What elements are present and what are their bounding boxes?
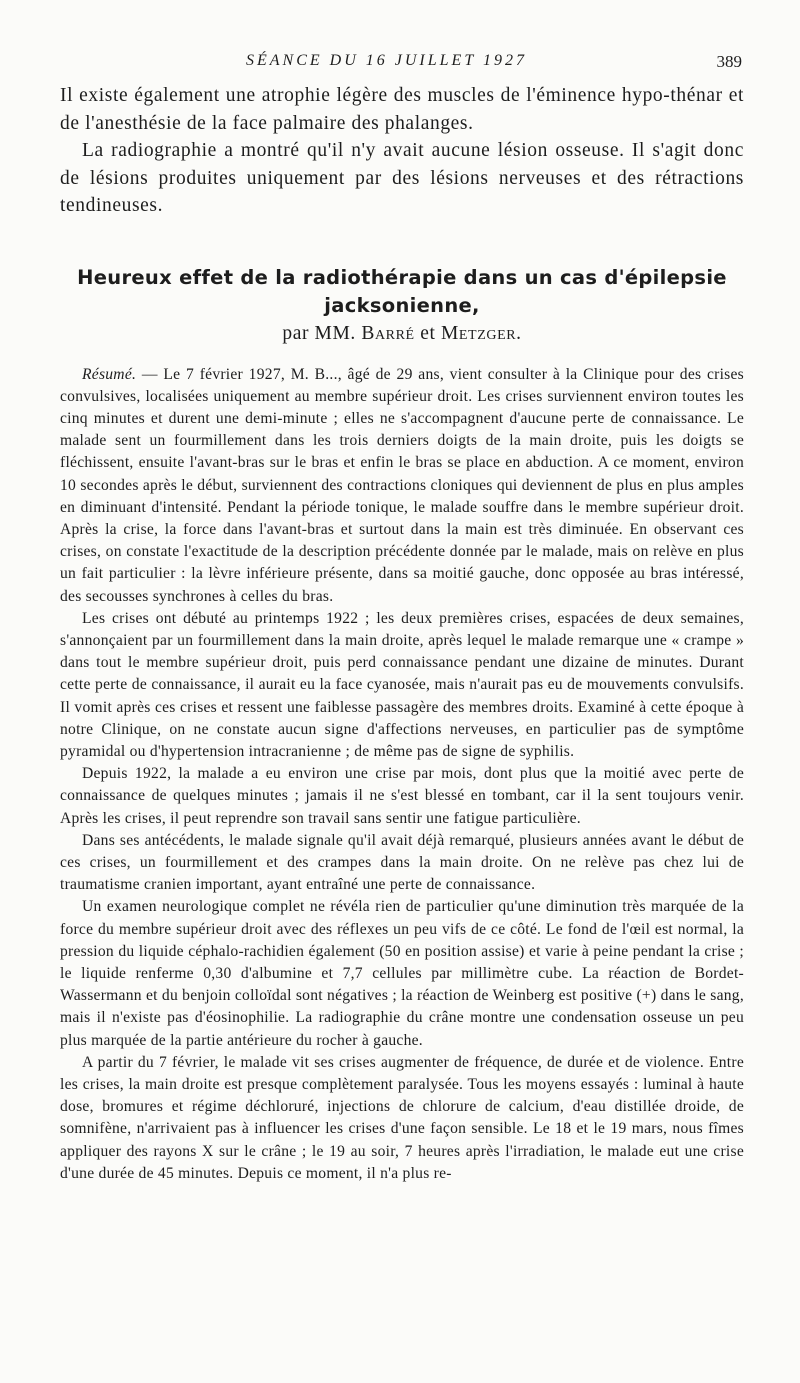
author-1: Barré bbox=[361, 322, 415, 344]
abstract-label: Résumé. bbox=[82, 365, 137, 383]
abstract-paragraph-5: Un examen neurologique complet ne révéla rien de particulier qu'une diminution très marquée de la force du membre supérieur droit avec des réflexes un peu vifs de ce côté. Le fond de l'œil est normal, la pression du liquide céphalo-rachidien également (50 en position assise) et varie à peine pendant la crise ; le liquide renferme 0,30 d'albumine et 7,7 cellules par millimètre cube. La réaction de Bordet-Wassermann et du benjoin colloïdal sont négatives ; la réaction de Weinberg est positive (+) dans le sang, mais il n'existe pas d'éosinophilie. La radiographie du crâne montre une condensation osseuse un peu plus marquée de la partie antérieure du rocher à gauche. bbox=[60, 898, 744, 1049]
abstract-paragraph-1 bbox=[60, 364, 744, 608]
abstract-paragraph-3: Depuis 1922, la malade a eu environ une crise par mois, dont plus que la moitié avec perte de connaissance de quelques minutes ; jamais il ne s'est blessé en tombant, car il la sent toujours venir. Après les crises, il peut reprendre son travail sans sentir une fatigue particulière. bbox=[60, 765, 744, 827]
intro-paragraph-1: Il existe également une atrophie légère des muscles de l'éminence hypo-thénar et de l'anesthésie de la face palmaire des phalanges. bbox=[60, 85, 744, 134]
intro-paragraph-2: La radiographie a montré qu'il n'y avait aucune lésion osseuse. Il s'agit donc de lésions produites uniquement par des lésions nerveuses et des rétractions tendineuses. bbox=[60, 140, 744, 216]
article-title: Heureux effet de la radiothérapie dans un cas d'épilepsie jacksonienne, bbox=[77, 265, 727, 317]
abstract-paragraph-4: Dans ses antécédents, le malade signale qu'il avait déjà remarqué, plusieurs années avant le début de ces crises, un fourmillement et des crampes dans la main droite. On ne relève pas chez lui de traumatisme cranien important, ayant entraîné une perte de connaissance. bbox=[60, 831, 744, 894]
authors-prefix: par MM. bbox=[282, 322, 356, 344]
authors-conjunction: et bbox=[420, 322, 436, 344]
abstract-paragraph-2: Les crises ont débuté au printemps 1922 ; les deux premières crises, espacées de deux semaines, s'annonçaient par un fourmillement dans la main droite, après lequel le malade remarque une « crampe » dans tout le membre supérieur droit, puis perd connaissance pendant une dizaine de minutes. Durant cette perte de connaissance, il aurait eu la face cyanosée, mais n'aurait pas eu de mouvements convulsifs. Il vomit après ces crises et ressent une faiblesse passagère des membres droits. Examiné à cette époque à notre Clinique, on ne constate aucun signe d'affections nerveuses, en particulier pas de symptôme pyramidal ou d'hypertension intracranienne ; de même pas de signe de syphilis. bbox=[60, 609, 744, 760]
intro-text bbox=[60, 82, 744, 220]
article-authors bbox=[60, 320, 744, 348]
page-number: 389 bbox=[716, 52, 742, 71]
abstract-paragraph-6: A partir du 7 février, le malade vit ses crises augmenter de fréquence, de durée et de violence. Entre les crises, la main droite est presque complètement paralysée. Tous les moyens essayés : luminal à haute dose, bromures et régime déchloruré, injections de chlorure de calcium, d'eau distillée droide, de somnifène, n'arrivaient pas à influencer les crises d'une façon sensible. Le 18 et le 19 mars, nous fîmes appliquer des rayons X sur le crâne ; le 19 au soir, 7 heures après l'irradiation, le malade eut une crise d'une durée de 45 minutes. Depuis ce moment, il n'a plus re- bbox=[60, 1053, 744, 1182]
abstract-paragraph-1-text: — Le 7 février 1927, M. B..., âgé de 29 ans, vient consulter à la Clinique pour des crises convulsives, localisées uniquement au membre supérieur droit. Les crises surviennent environ toutes les cinq minutes et durent une demi-minute ; elles ne s'accompagnent d'aucune perte de connaissance. Le malade sent un fourmillement dans les trois derniers doigts de la main droite, puis les doigts se fléchissent, ensuite l'avant-bras sur le bras et enfin le bras se place en abduction. A ce moment, environ 10 secondes après le début, surviennent des contractions cloniques qui deviennent de plus en plus amples en diminuant d'intensité. Pendant la période tonique, le malade souffre dans le membre supérieur droit. Après la crise, la force dans l'avant-bras et surtout dans la main est très diminuée. En observant ces crises, on constate l'exactitude de la description précédente donnée par le malade, mais on relève en plus un fait particulier : la lèvre inférieure présente, dans sa moitié gauche, donc opposée au bras intéressé, des secousses synchrones à celles du bras. bbox=[60, 365, 744, 605]
running-head bbox=[60, 52, 744, 82]
abstract bbox=[60, 364, 744, 1186]
author-2: Metzger. bbox=[440, 322, 522, 344]
running-title: SÉANCE DU 16 JUILLET 1927 bbox=[246, 52, 527, 69]
